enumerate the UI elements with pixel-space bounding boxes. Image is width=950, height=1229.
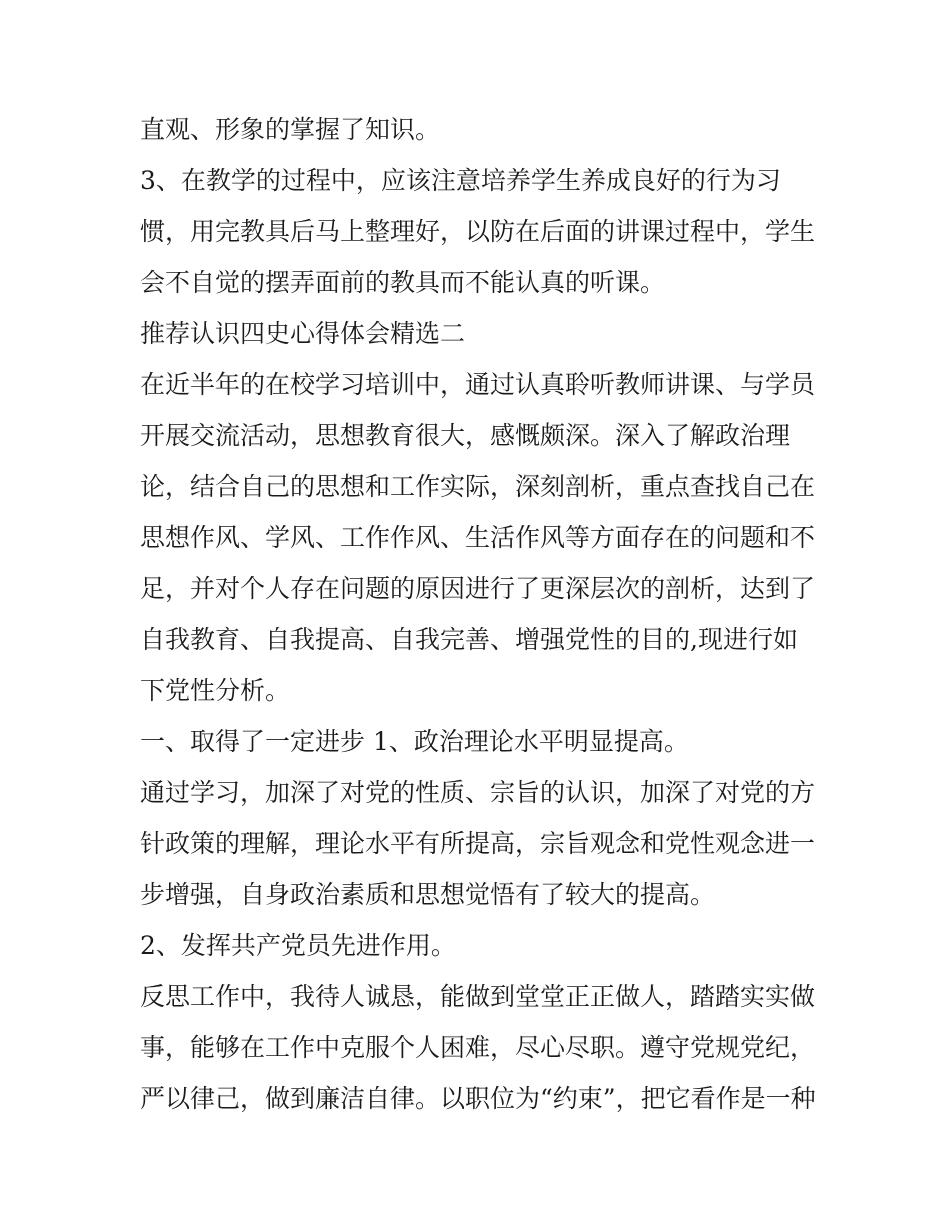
text-line: 会不自觉的摆弄面前的教具而不能认真的听课。 (140, 268, 666, 297)
subsection-heading: 2、发挥共产党员先进作用。 (140, 931, 456, 960)
text-line: 3、在教学的过程中，应该注意培养学生养成良好的行为习 (140, 166, 781, 195)
text-line: 事，能够在工作中克服个人困难，尽心尽职。遵守党规党纪， (140, 1033, 816, 1062)
text-line: 针政策的理解，理论水平有所提高，宗旨观念和党性观念进一 (140, 829, 816, 858)
text-line: 步增强，自身政治素质和思想觉悟有了较大的提高。 (140, 880, 716, 909)
text-line: 在近半年的在校学习培训中，通过认真聆听教师讲课、与学员 (140, 370, 816, 399)
subsection-heading: 一、取得了一定进步 1、政治理论水平明显提高。 (140, 727, 689, 756)
text-line: 足，并对个人存在问题的原因进行了更深层次的剖析，达到了 (140, 574, 816, 603)
text-line: 自我教育、自我提高、自我完善、增强党性的目的,现进行如 (140, 625, 798, 654)
text-line: 开展交流活动，思想教育很大，感慨颇深。深入了解政治理 (140, 421, 791, 450)
text-line: 直观、形象的掌握了知识。 (140, 115, 441, 144)
text-line: 下党性分析。 (140, 676, 291, 705)
document-body (140, 104, 820, 1124)
section-heading: 推荐认识四史心得体会精选二 (140, 319, 466, 348)
text-line: 严以律己，做到廉洁自律。以职位为“约束”，把它看作是一种 (140, 1084, 816, 1113)
text-line: 反思工作中，我待人诚恳，能做到堂堂正正做人，踏踏实实做 (140, 982, 816, 1011)
text-line: 通过学习，加深了对党的性质、宗旨的认识，加深了对党的方 (140, 778, 816, 807)
text-line: 惯，用完教具后马上整理好，以防在后面的讲课过程中，学生 (140, 217, 816, 246)
text-line: 论，结合自己的思想和工作实际，深刻剖析，重点查找自己在 (140, 472, 816, 501)
text-line: 思想作风、学风、工作作风、生活作风等方面存在的问题和不 (140, 523, 816, 552)
